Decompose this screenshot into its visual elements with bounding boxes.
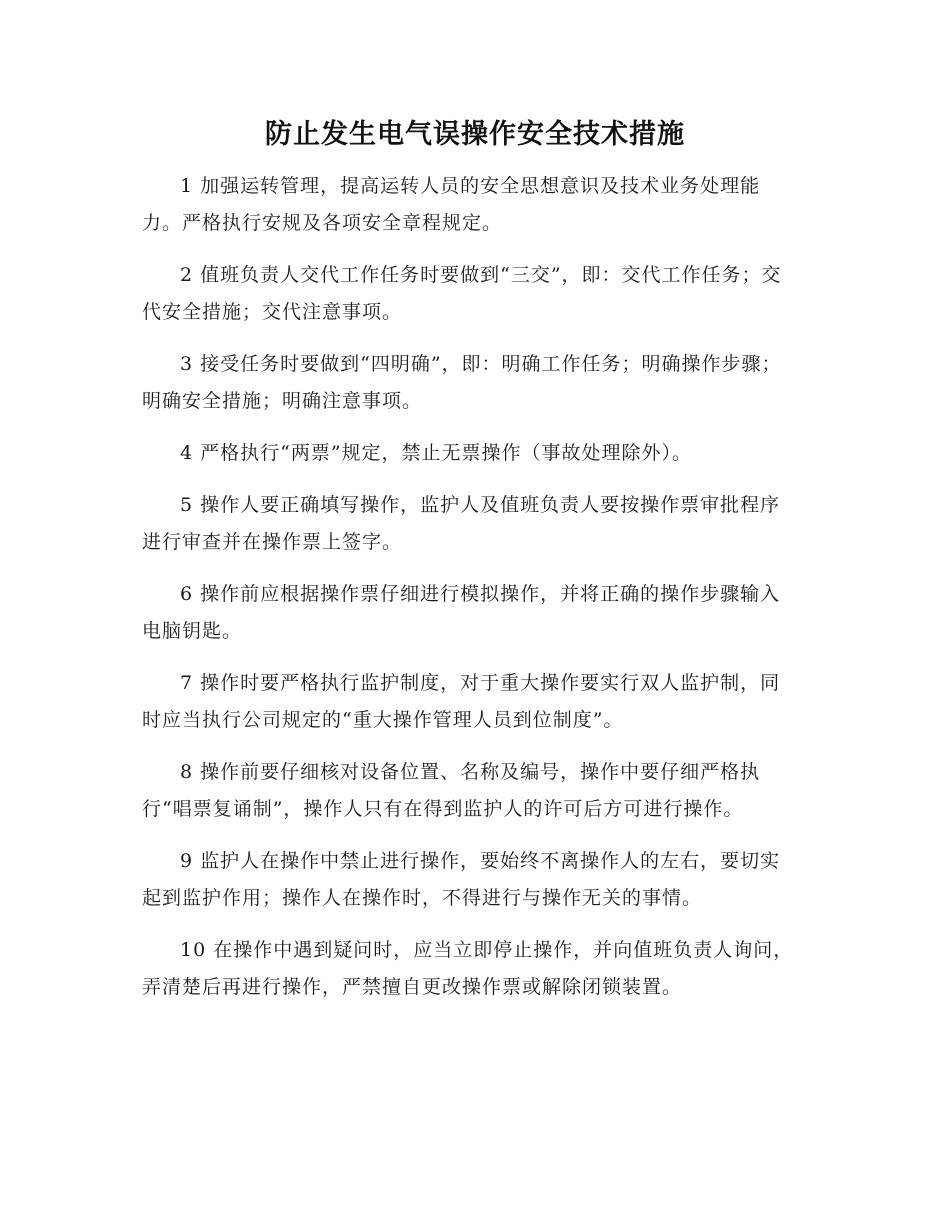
paragraph-10: 10 在操作中遇到疑问时，应当立即停止操作，并向值班负责人询问，弄清楚后再进行操作，严禁擅自更改操作票或解除闭锁装置。 [142, 939, 794, 998]
paragraph-2: 2 值班负责人交代工作任务时要做到“三交”，即：交代工作任务；交代安全措施；交代注意事项。 [142, 264, 782, 323]
paragraph-3: 3 接受任务时要做到“四明确”，即：明确工作任务；明确操作步骤；明确安全措施；明确注意事项。 [142, 353, 782, 412]
paragraph-8: 8 操作前要仔细核对设备位置、名称及编号，操作中要仔细严格执行“唱票复诵制”，操作人只有在得到监护人的许可后方可进行操作。 [142, 761, 761, 820]
document-title: 防止发生电气误操作安全技术措施 [265, 119, 685, 150]
paragraph-1: 1 加强运转管理，提高运转人员的安全思想意识及技术业务处理能力。严格执行安规及各项安全章程规定。 [142, 175, 761, 234]
paragraph-6: 6 操作前应根据操作票仔细进行模拟操作，并将正确的操作步骤输入电脑钥匙。 [142, 583, 781, 642]
document-body [142, 168, 797, 1021]
paragraph-9: 9 监护人在操作中禁止进行操作，要始终不离操作人的左右，要切实起到监护作用；操作人在操作时，不得进行与操作无关的事情。 [142, 850, 781, 909]
paragraph-7: 7 操作时要严格执行监护制度，对于重大操作要实行双人监护制，同时应当执行公司规定的“重大操作管理人员到位制度”。 [142, 672, 781, 731]
paragraph-4: 4 严格执行“两票”规定，禁止无票操作（事故处理除外）。 [180, 442, 693, 464]
paragraph-5: 5 操作人要正确填写操作，监护人及值班负责人要按操作票审批程序进行审查并在操作票上签字。 [142, 494, 781, 553]
